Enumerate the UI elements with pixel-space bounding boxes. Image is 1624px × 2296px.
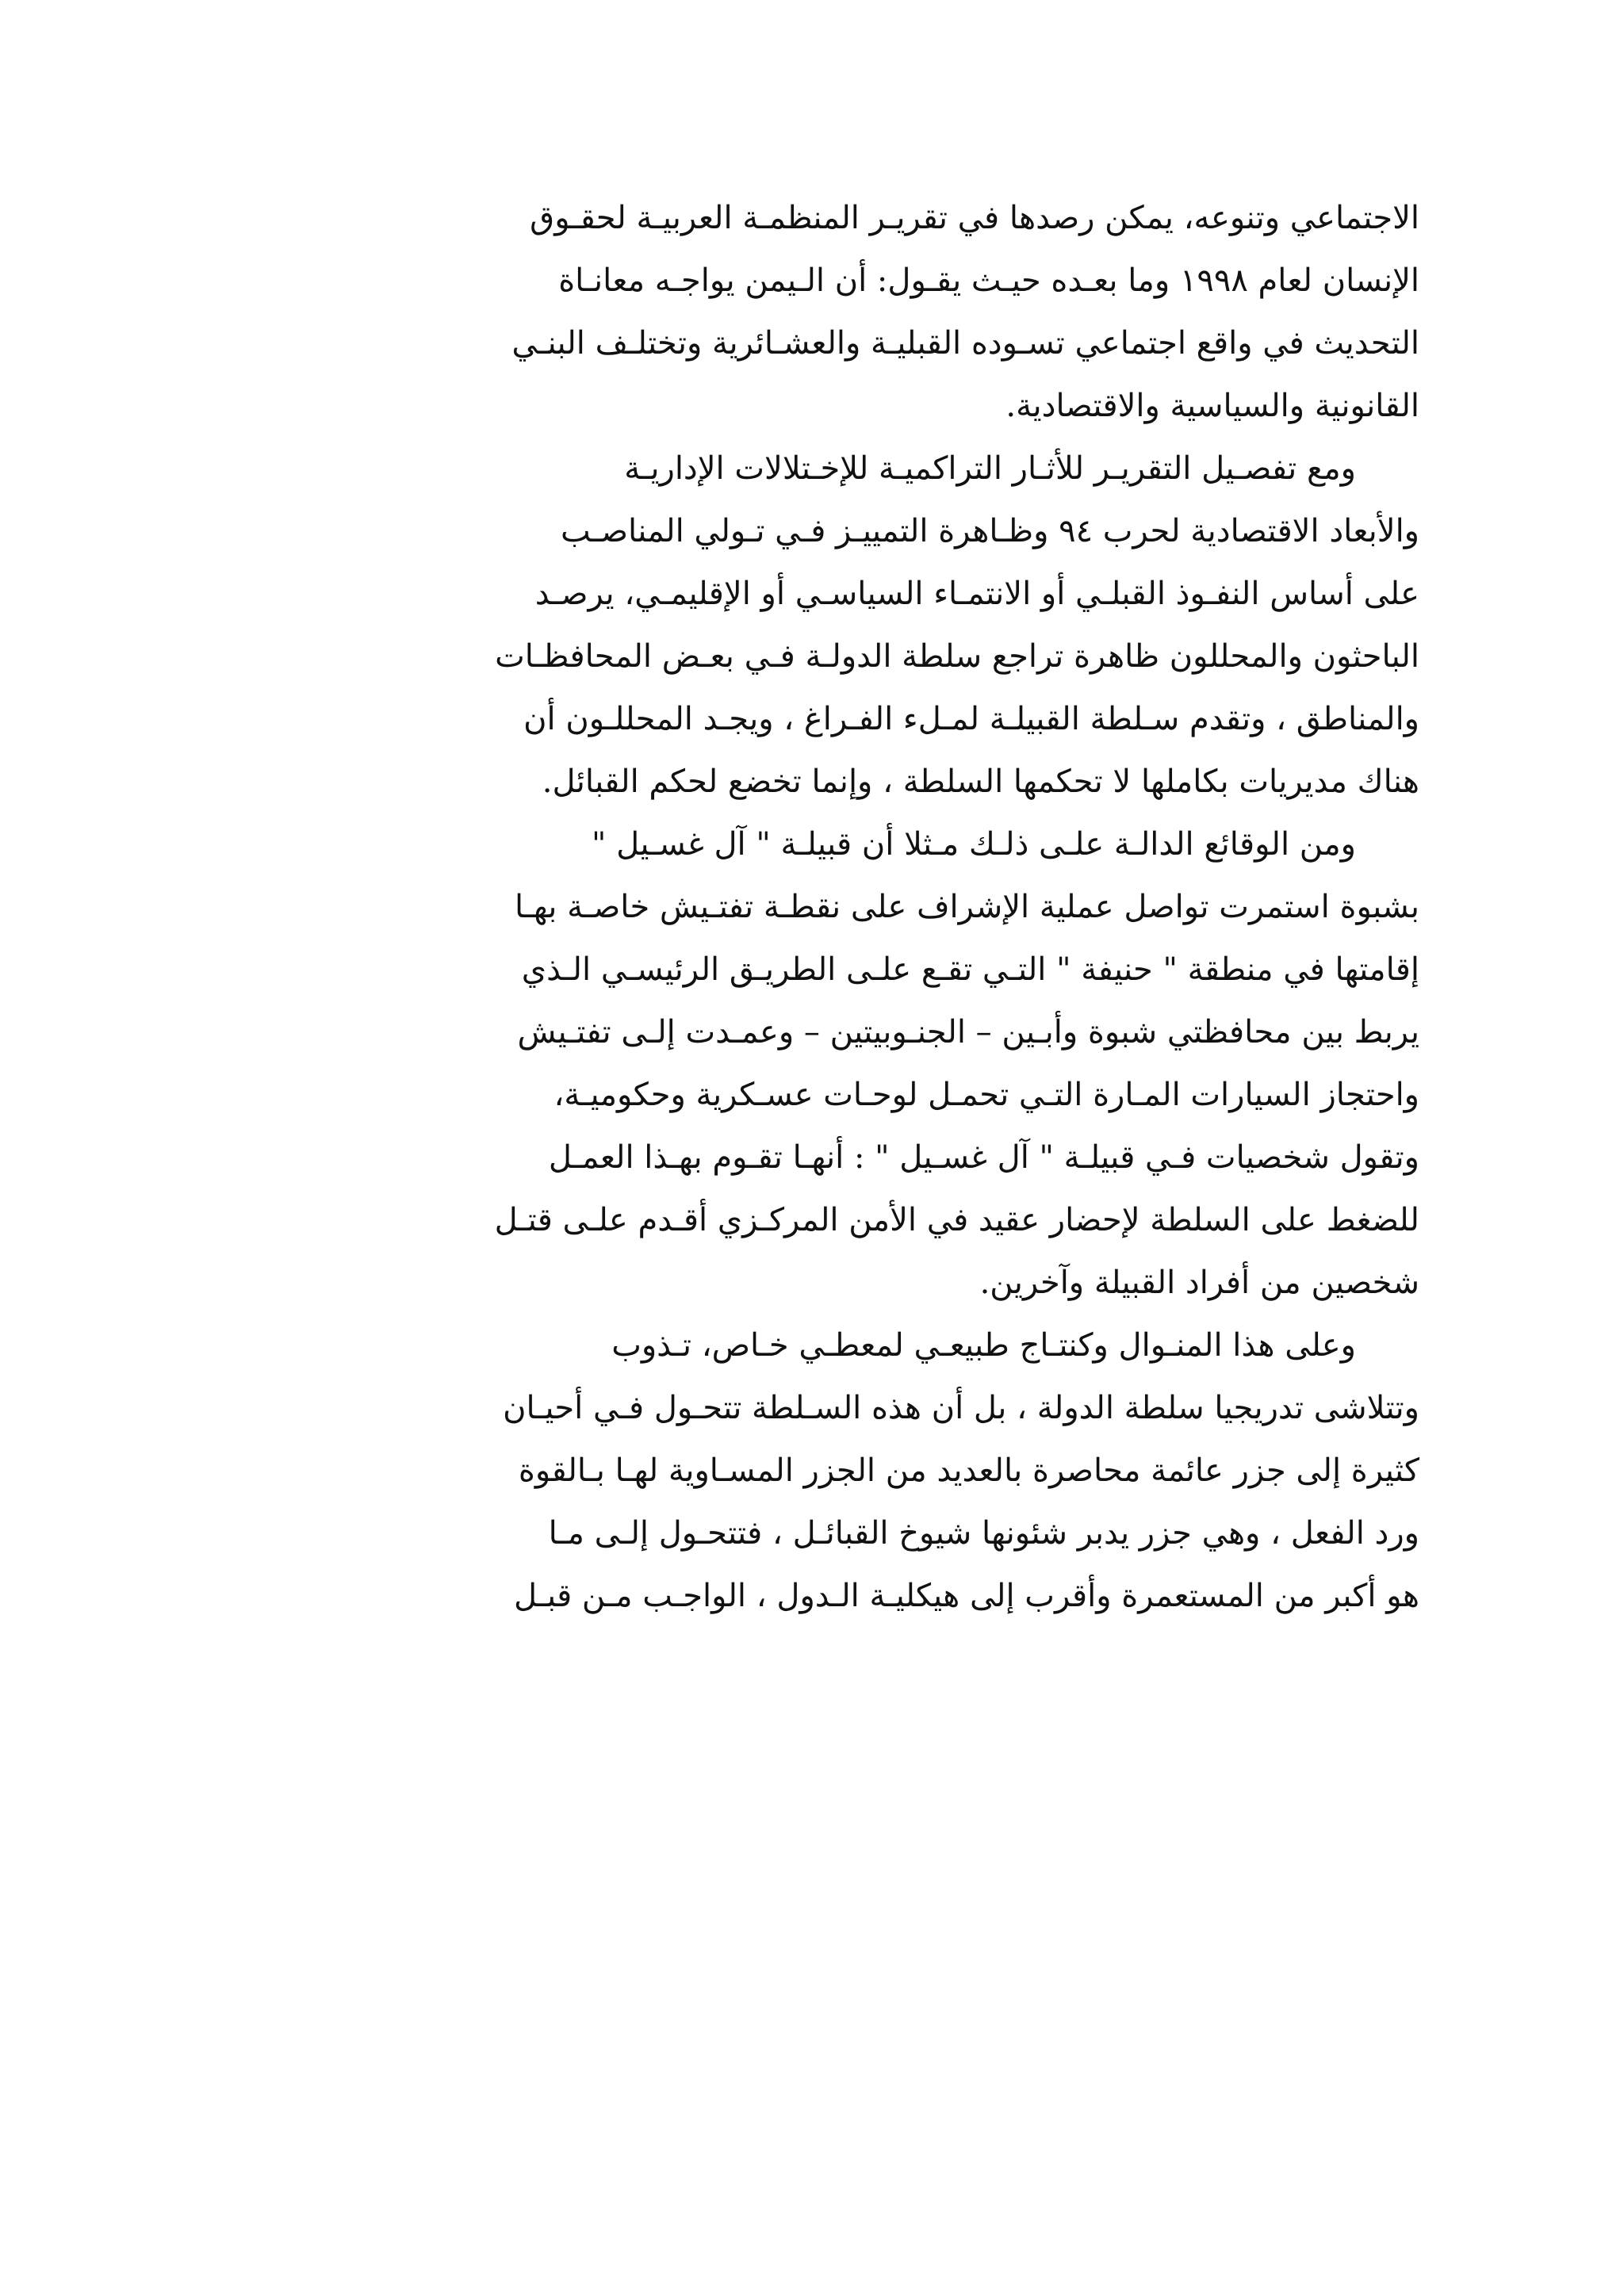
paragraph-2: ومع تفصـيل التقريـر للأثـار التراكميـة للإخـتلالات الإداريـة والأبعاد الاقتصادية لحرب ٩٤ وظـاهرة التمييـز فـي تـولي المناصـب على أساس النفـوذ القبلـي أو الانتمـاء السياسـي أو الإقليمـي، يرصـد الباحثون والمحللون ظاهرة تراجع سلطة الدولـة فـي بعـض المحافظـات والمناطق ، وتقدم سـلطة القبيلـة لمـلء الفـراغ ، ويجـد المحللـون أن هناك مديريات بكاملها لا تحكمها السلطة ، وإنما تخضع لحكم القبائل. <box>495 450 1419 800</box>
document-page <box>195 187 1419 1628</box>
paragraph-4: وعلى هذا المنـوال وكنتـاج طبيعـي لمعطـي خـاص، تـذوب وتتلاشى تدريجيا سلطة الدولة ، بل أن هذه السـلطة تتحـول فـي أحيـان كثيرة إلى جزر عائمة محاصرة بالعديد من الجزر المسـاوية لهـا بـالقوة ورد الفعل ، وهي جزر يدبر شئونها شيوخ القبائـل ، فتتحـول إلـى مـا هو أكبر من المستعمرة وأقرب إلى هيكليـة الـدول ، الواجـب مـن قبـل <box>503 1327 1419 1614</box>
paragraph-3: ومن الوقائع الدالـة علـى ذلـك مـثلا أن قبيلـة " آل غسـيل " بشبوة استمرت تواصل عملية الإشراف على نقطـة تفتـيش خاصـة بهـا إقامتها في منطقة " حنيفة " التـي تقـع علـى الطريـق الرئيسـي الـذي يربط بين محافظتي شبوة وأبـين – الجنـوبيتين – وعمـدت إلـى تفتـيش واحتجاز السيارات المـارة التـي تحمـل لوحـات عسـكرية وحكوميـة، وتقول شخصيات فـي قبيلـة " آل غسـيل " : أنهـا تقـوم بهـذا العمـل للضغط على السلطة لإحضار عقيد في الأمن المركـزي أقـدم علـى قتـل شخصين من أفراد القبيلة وآخرين. <box>494 826 1419 1301</box>
paragraph-1: الاجتماعي وتنوعه، يمكن رصدها في تقريـر المنظمـة العربيـة لحقـوق الإنسان لعام ١٩٩٨ وما بعـده حيـث يقـول: أن الـيمن يواجـه معانـاة التحديث في واقع اجتماعي تسـوده القبليـة والعشـائرية وتختلـف البنـي القانونية والسياسية والاقتصادية. <box>511 200 1419 424</box>
